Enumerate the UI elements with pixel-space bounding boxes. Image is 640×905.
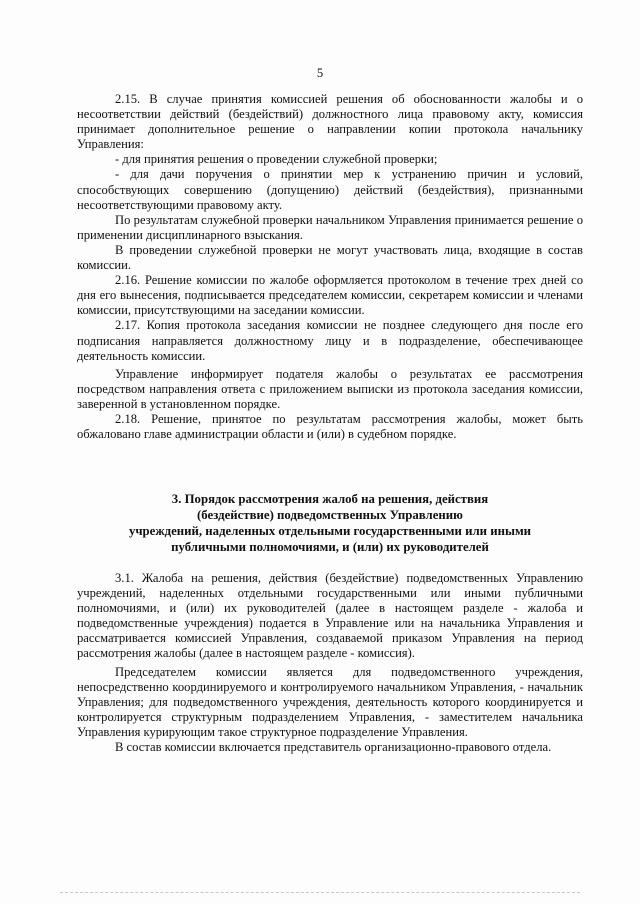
paragraph-3-1: 3.1. Жалоба на решения, действия (бездействие) подведомственных Управлению учреждений, наделенных отдельными государственными или иными публичными полномочиями, и (или) их руководителей (далее в настоящем разделе - жалоба и подведомственные учреждения) подается в Управление или на начальника Управления и рассматривается комиссией Управления, создаваемой приказом Управления на период рассмотрения жалобы (далее в настоящем разделе - комиссия).	[77, 571, 583, 661]
paragraph-2-16: 2.16. Решение комиссии по жалобе оформляется протоколом в течение трех дней со дня его вынесения, подписывается председателем комиссии, секретарем комиссии и членами комиссии, присутствующими на заседании комиссии.	[77, 273, 583, 318]
paragraph-disciplinary-decision: По результатам служебной проверки начальником Управления принимается решение о применении дисциплинарного взыскания.	[77, 212, 583, 242]
heading-line-2: (бездействие) подведомственных Управлению	[197, 508, 463, 522]
list-item-instruction: - для дачи поручения о принятии мер к устранению причин и условий, способствующих совершению (допущению) действий (бездействия), признанными несоответствующими правовому акту.	[77, 167, 583, 212]
section-2-continuation	[77, 92, 583, 442]
list-item-service-check: - для принятия решения о проведении служебной проверки;	[115, 152, 438, 167]
paragraph-2-15: 2.15. В случае принятия комиссией решения об обоснованности жалобы и о несоответствии действий (бездействий) должностного лица правовому акту, комиссия принимает дополнительное решение о направлении копии протокола начальнику Управления:	[77, 92, 583, 152]
paragraph-chairman: Председателем комиссии является для подведомственного учреждения, непосредственно координируемого и контролируемого начальником Управления, - начальник Управления; для подведомственного учреждения, деятельность которого координируется и контролируется структурным подразделением Управления, - заместителем начальника Управления курирующим такое структурное подразделение Управления.	[77, 664, 583, 739]
section-3-heading	[90, 491, 570, 555]
paragraph-commission-exclusion: В проведении служебной проверки не могут участвовать лица, входящие в состав комиссии.	[77, 242, 583, 273]
heading-line-3: учреждений, наделенных отдельными государственными или иными	[128, 524, 532, 538]
heading-line-4: публичными полномочиями, и (или) их руководителей	[171, 540, 489, 554]
heading-line-1: 3. Порядок рассмотрения жалоб на решения, действия	[171, 492, 489, 506]
paragraph-2-17: 2.17. Копия протокола заседания комиссии не позднее следующего дня после его подписания направляется должностному лицу и в подразделение, обеспечивающее деятельность комиссии.	[77, 318, 583, 363]
footer-divider	[60, 892, 580, 895]
section-3-body	[77, 571, 583, 755]
paragraph-2-18: 2.18. Решение, принятое по результатам рассмотрения жалобы, может быть обжаловано главе администрации области и (или) в судебном порядке.	[77, 411, 583, 442]
page-number: 5	[316, 66, 324, 80]
paragraph-notification: Управление информирует подателя жалобы о результатах ее рассмотрения посредством направления ответа с приложением выписки из протокола заседания комиссии, заверенной в установленном порядке.	[77, 366, 583, 411]
paragraph-commission-composition: В состав комиссии включается представитель организационно-правового отдела.	[115, 740, 552, 755]
